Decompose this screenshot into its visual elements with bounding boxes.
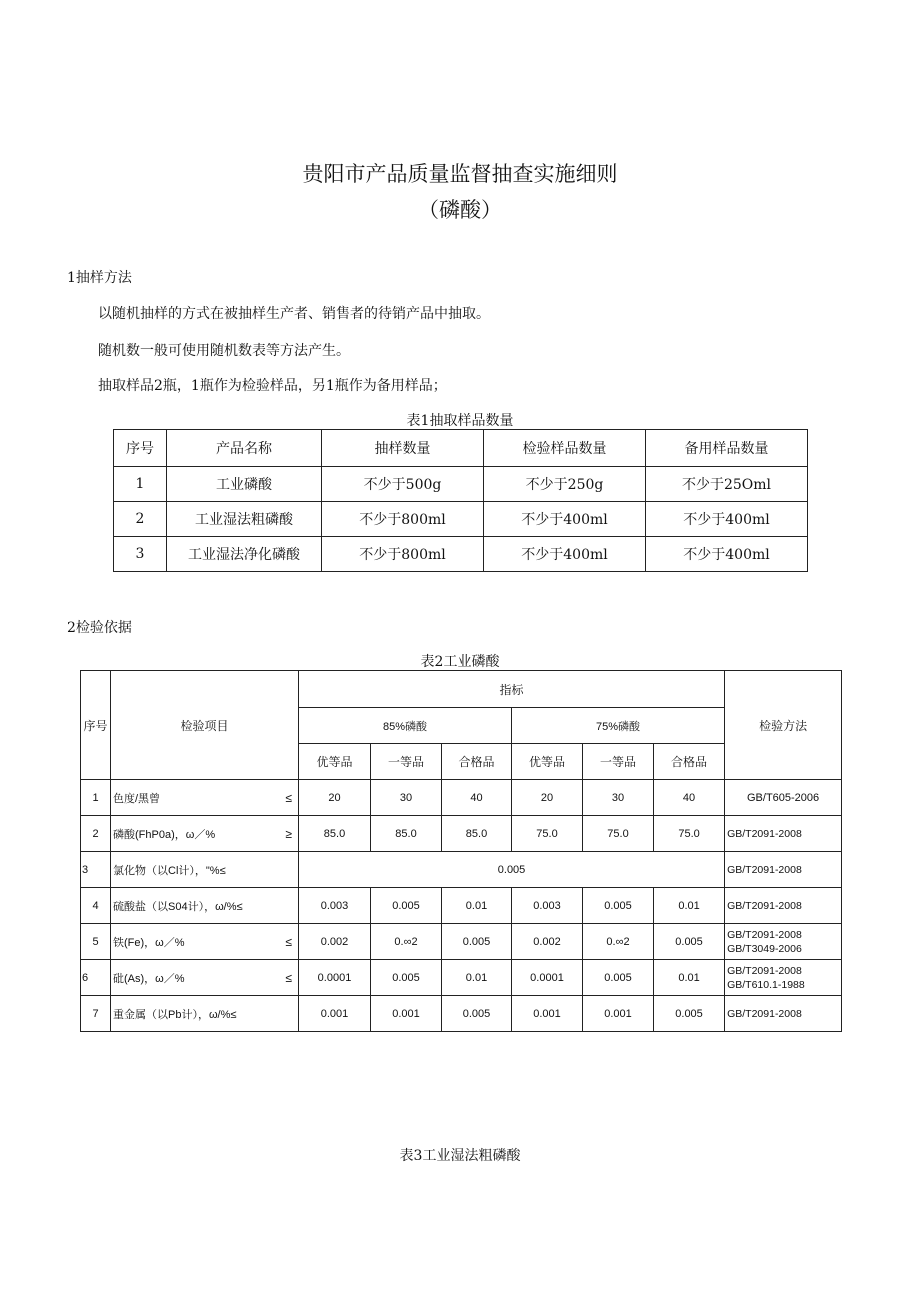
table-cell: 30	[583, 780, 654, 816]
header-cell-grade: 优等品	[512, 744, 583, 780]
table-row	[81, 852, 842, 888]
table-cell: 85.0	[299, 816, 371, 852]
table-3-caption: 表3工业湿法粗磷酸	[399, 1148, 521, 1164]
row-item	[111, 780, 299, 816]
method-line: GB/T2091-2008	[727, 928, 802, 941]
table-cell: 0.005	[654, 996, 725, 1032]
table-cell: 85.0	[442, 816, 512, 852]
table-1-caption: 表1抽取样品数量	[406, 413, 514, 429]
relation-symbol: ≤	[285, 790, 292, 805]
row-index: 7	[81, 996, 111, 1032]
header-cell-grade: 一等品	[583, 744, 654, 780]
table-cell: 3	[114, 537, 167, 572]
item-label: 色度/黑曾	[113, 792, 161, 805]
item-label: 重金属（以Pb计），ω/%≤	[113, 1008, 237, 1021]
document-subtitle: （磷酸）	[418, 198, 502, 222]
table-cell: 0.0001	[512, 960, 583, 996]
table-cell: 0.005	[583, 960, 654, 996]
table-cell: 40	[654, 780, 725, 816]
header-cell: 产品名称	[167, 430, 322, 467]
row-method: GB/T2091-2008	[725, 852, 842, 888]
table-cell: 75.0	[654, 816, 725, 852]
paragraph-3: 抽取样品2瓶，1瓶作为检验样品，另1瓶作为备用样品；	[98, 378, 447, 394]
row-item	[111, 960, 299, 996]
table-cell: 0.∞2	[371, 924, 442, 960]
row-item	[111, 888, 299, 924]
table-cell: 0.005	[371, 960, 442, 996]
relation-symbol: ≤	[285, 934, 292, 949]
paragraph-1: 以随机抽样的方式在被抽样生产者、销售者的待销产品中抽取。	[98, 306, 490, 322]
row-item	[111, 852, 299, 888]
header-cell: 检验样品数量	[484, 430, 646, 467]
header-cell-75: 75%磷酸	[512, 708, 725, 744]
table-row	[81, 924, 842, 960]
section-2-heading: 2检验依据	[67, 620, 132, 636]
table-cell: 2	[114, 502, 167, 537]
item-label: 硫酸盐（以S04计），ω/%≤	[113, 900, 243, 913]
table-cell: 85.0	[371, 816, 442, 852]
table-cell: 工业湿法粗磷酸	[167, 502, 322, 537]
table-cell: 不少于500g	[322, 467, 484, 502]
table-cell: 0.002	[512, 924, 583, 960]
table-cell: 20	[512, 780, 583, 816]
paragraph-2: 随机数一般可使用随机数表等方法产生。	[98, 343, 350, 359]
table-cell: 0.01	[654, 960, 725, 996]
row-item	[111, 924, 299, 960]
row-method	[725, 924, 842, 960]
table-cell: 0.∞2	[583, 924, 654, 960]
table-cell: 0.002	[299, 924, 371, 960]
table-cell: 不少于800ml	[322, 502, 484, 537]
row-index: 5	[81, 924, 111, 960]
sample-quantity-table	[113, 429, 808, 572]
header-cell: 备用样品数量	[646, 430, 808, 467]
table-cell: 不少于25Oml	[646, 467, 808, 502]
table-2-caption: 表2工业磷酸	[420, 654, 500, 670]
relation-symbol: ≥	[285, 826, 292, 841]
table-cell: 0.001	[583, 996, 654, 1032]
table-cell: 不少于800ml	[322, 537, 484, 572]
header-cell-grade: 合格品	[654, 744, 725, 780]
document-title: 贵阳市产品质量监督抽查实施细则	[302, 162, 618, 186]
table-row	[81, 816, 842, 852]
header-cell-grade: 合格品	[442, 744, 512, 780]
industrial-phosphoric-acid-table	[80, 670, 842, 1032]
merged-value-cell: 0.005	[299, 852, 725, 888]
row-index: 2	[81, 816, 111, 852]
header-cell-method: 检验方法	[725, 671, 842, 780]
table-cell: 0.001	[371, 996, 442, 1032]
method-line: GB/T3049-2006	[727, 942, 802, 955]
table-cell: 30	[371, 780, 442, 816]
table-cell: 0.0001	[299, 960, 371, 996]
table-header-row	[114, 430, 808, 467]
table-row	[81, 996, 842, 1032]
table-cell: 0.005	[442, 924, 512, 960]
table-cell: 0.001	[299, 996, 371, 1032]
header-cell-item: 检验项目	[111, 671, 299, 780]
header-cell: 序号	[114, 430, 167, 467]
item-label: 铁(Fe)，ω／%	[113, 936, 185, 949]
table-row	[114, 502, 808, 537]
table-cell: 0.003	[299, 888, 371, 924]
table-cell: 工业湿法净化磷酸	[167, 537, 322, 572]
table-cell: 0.01	[654, 888, 725, 924]
table-cell: 0.001	[512, 996, 583, 1032]
table-cell: 0.005	[442, 996, 512, 1032]
row-index: 4	[81, 888, 111, 924]
header-cell-indicator: 指标	[299, 671, 725, 708]
table-cell: 不少于400ml	[646, 502, 808, 537]
table-cell: 1	[114, 467, 167, 502]
item-label: 氯化物（以Cl计），"%≤	[113, 864, 226, 877]
row-index: 6	[81, 960, 111, 996]
item-label: 磷酸(FhP0a)，ω／%	[113, 828, 216, 841]
header-cell-grade: 优等品	[299, 744, 371, 780]
row-method: GB/T2091-2008	[725, 996, 842, 1032]
row-method: GB/T2091-2008	[725, 816, 842, 852]
relation-symbol: ≤	[285, 970, 292, 985]
table-cell: 不少于400ml	[484, 537, 646, 572]
table-cell: 工业磷酸	[167, 467, 322, 502]
table-cell: 不少于400ml	[646, 537, 808, 572]
item-label: 砒(As)，ω／%	[113, 972, 185, 985]
header-cell: 抽样数量	[322, 430, 484, 467]
table-cell: 不少于250g	[484, 467, 646, 502]
table-cell: 75.0	[583, 816, 654, 852]
table-cell: 0.003	[512, 888, 583, 924]
table-cell: 20	[299, 780, 371, 816]
row-item	[111, 996, 299, 1032]
table-row	[81, 960, 842, 996]
table-cell: 75.0	[512, 816, 583, 852]
row-method: GB/T2091-2008	[725, 888, 842, 924]
section-1-heading: 1抽样方法	[67, 270, 132, 286]
row-method	[725, 960, 842, 996]
table-cell: 40	[442, 780, 512, 816]
table-cell: 0.005	[583, 888, 654, 924]
table-header-row	[81, 671, 842, 708]
header-cell-85: 85%磷酸	[299, 708, 512, 744]
method-line: GB/T610.1-1988	[727, 978, 805, 991]
table-row	[81, 780, 842, 816]
row-item	[111, 816, 299, 852]
table-row	[114, 467, 808, 502]
table-cell: 0.01	[442, 960, 512, 996]
table-cell: 0.005	[654, 924, 725, 960]
table-row	[114, 537, 808, 572]
row-index: 1	[81, 780, 111, 816]
method-line: GB/T2091-2008	[727, 964, 802, 977]
header-cell-grade: 一等品	[371, 744, 442, 780]
table-row	[81, 888, 842, 924]
table-cell: 0.005	[371, 888, 442, 924]
row-index: 3	[81, 852, 111, 888]
table-cell: 0.01	[442, 888, 512, 924]
row-method: GB/T605-2006	[725, 780, 842, 816]
table-cell: 不少于400ml	[484, 502, 646, 537]
header-cell-index: 序号	[81, 671, 111, 780]
